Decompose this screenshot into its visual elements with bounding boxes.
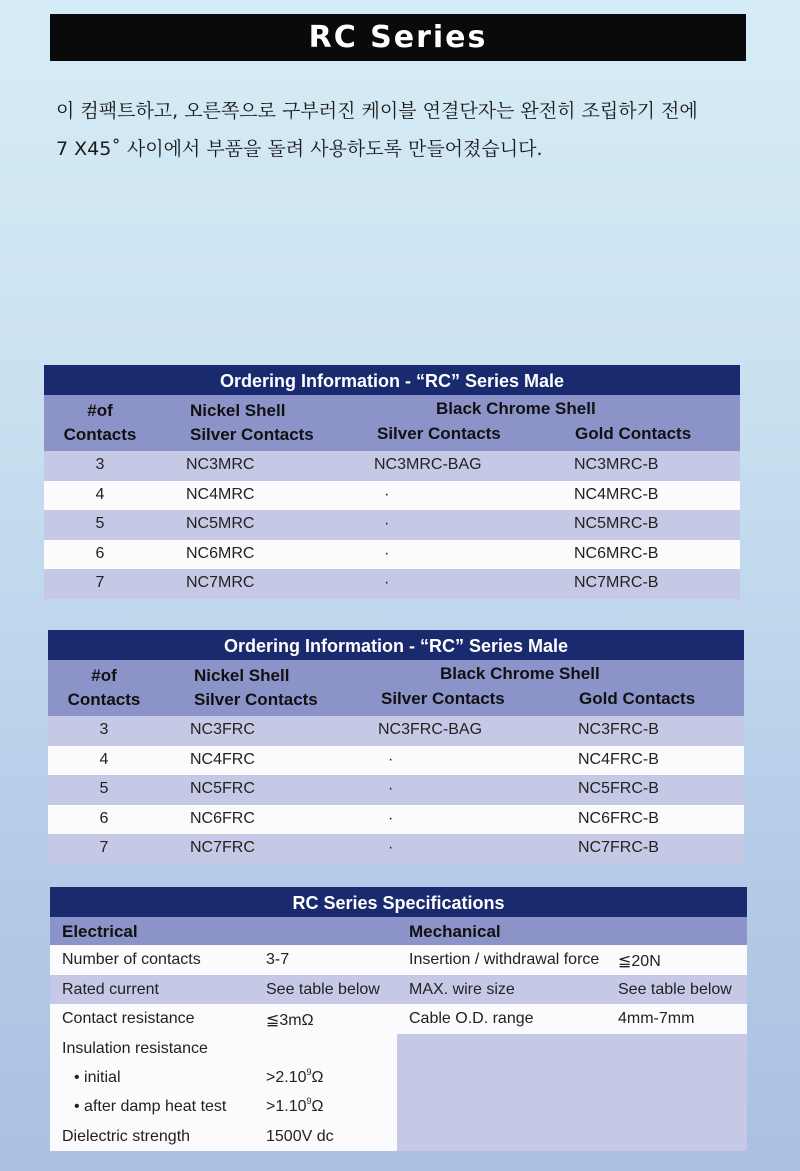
contact-resistance-value: ≦3mΩ bbox=[254, 1004, 397, 1034]
cell-gold: NC3MRC-B bbox=[574, 456, 659, 473]
insulation-label: Insulation resistance bbox=[62, 1039, 208, 1057]
ordering-table-male-1 bbox=[44, 365, 740, 599]
cell-contacts: 7 bbox=[95, 574, 105, 591]
cell-nickel: NC5MRC bbox=[186, 515, 255, 532]
damp-value-exp: 9 bbox=[306, 1095, 312, 1106]
cell-gold: NC4FRC-B bbox=[578, 750, 659, 768]
rated-current-label: Rated current bbox=[50, 975, 254, 1005]
cell-gold: NC5MRC-B bbox=[574, 515, 659, 532]
cell-silver: · bbox=[388, 750, 394, 768]
cell-gold: NC6MRC-B bbox=[574, 544, 659, 562]
spec-section-header bbox=[50, 917, 747, 945]
cell-silver: · bbox=[384, 544, 390, 562]
col-nickel-line1: Nickel Shell bbox=[194, 666, 290, 685]
dielectric-value: 1500V dc bbox=[254, 1122, 397, 1152]
insertion-value: ≦20N bbox=[612, 945, 747, 975]
table-header bbox=[44, 395, 740, 451]
cell-nickel: NC7MRC bbox=[186, 574, 255, 591]
ordering-table-male-2 bbox=[48, 630, 744, 864]
damp-label: • after damp heat test bbox=[74, 1097, 227, 1115]
cell-contacts: 5 bbox=[95, 515, 105, 532]
cell-nickel: NC3FRC bbox=[190, 721, 255, 738]
col-black-gold: Gold Contacts bbox=[579, 689, 696, 708]
mechanical-heading: Mechanical bbox=[409, 922, 501, 941]
table-row bbox=[48, 746, 744, 776]
table-row bbox=[44, 510, 740, 540]
col-nickel-line2: Silver Contacts bbox=[190, 425, 314, 444]
cell-silver: · bbox=[384, 574, 390, 591]
table-row bbox=[48, 805, 744, 835]
spec-title: RC Series Specifications bbox=[50, 887, 747, 917]
table-row bbox=[44, 481, 740, 511]
cell-nickel: NC3MRC bbox=[186, 456, 255, 473]
spec-grid bbox=[50, 945, 747, 1151]
wire-size-value: See table below bbox=[612, 975, 747, 1005]
cell-contacts: 3 bbox=[95, 456, 105, 473]
wire-size-label: MAX. wire size bbox=[397, 975, 612, 1005]
col-contacts-line2: Contacts bbox=[63, 425, 137, 444]
intro-text bbox=[56, 92, 756, 168]
table-row bbox=[48, 716, 744, 746]
contact-resistance-label: Contact resistance bbox=[50, 1004, 254, 1034]
damp-value-base: >1.10 bbox=[266, 1097, 307, 1115]
dielectric-label: Dielectric strength bbox=[50, 1122, 254, 1152]
initial-value-base: >2.10 bbox=[266, 1068, 307, 1086]
cell-nickel: NC4FRC bbox=[190, 750, 255, 768]
rated-current-value: See table below bbox=[254, 975, 397, 1005]
col-black-chrome: Black Chrome Shell bbox=[440, 664, 600, 683]
table-row bbox=[44, 569, 740, 599]
cell-silver: · bbox=[384, 485, 390, 503]
insertion-label: Insertion / withdrawal force bbox=[397, 945, 612, 975]
col-nickel-line2: Silver Contacts bbox=[194, 690, 318, 709]
cell-nickel: NC5FRC bbox=[190, 780, 255, 797]
cell-contacts: 4 bbox=[99, 750, 109, 768]
initial-value-unit: Ω bbox=[311, 1068, 324, 1086]
col-contacts-line2: Contacts bbox=[67, 690, 141, 709]
cell-silver: · bbox=[388, 839, 394, 856]
col-nickel-line1: Nickel Shell bbox=[190, 401, 286, 420]
col-contacts-line1: #of bbox=[91, 666, 117, 685]
mechanical-empty-cell bbox=[397, 1034, 747, 1122]
initial-value-exp: 9 bbox=[306, 1066, 312, 1077]
cell-contacts: 6 bbox=[95, 544, 105, 562]
mechanical-empty-cell-2 bbox=[397, 1122, 747, 1152]
cell-contacts: 4 bbox=[95, 485, 105, 503]
col-black-silver: Silver Contacts bbox=[377, 424, 501, 443]
cell-silver: NC3MRC-BAG bbox=[374, 456, 482, 473]
electrical-heading: Electrical bbox=[62, 922, 138, 941]
cell-contacts: 3 bbox=[99, 721, 109, 738]
cell-nickel: NC4MRC bbox=[186, 485, 255, 503]
num-contacts-value: 3-7 bbox=[254, 945, 397, 975]
col-black-chrome: Black Chrome Shell bbox=[436, 399, 596, 418]
cell-contacts: 6 bbox=[99, 809, 109, 827]
intro-line-1: 이 컴팩트하고, 오른쪽으로 구부러진 케이블 연결단자는 완전히 조립하기 전에 bbox=[56, 100, 698, 122]
table-header bbox=[48, 660, 744, 716]
num-contacts-label: Number of contacts bbox=[50, 945, 254, 975]
cell-nickel: NC6MRC bbox=[186, 544, 255, 562]
page-title: RC Series bbox=[50, 14, 746, 61]
cell-contacts: 5 bbox=[99, 780, 109, 797]
cell-contacts: 7 bbox=[99, 839, 109, 856]
cell-gold: NC3FRC-B bbox=[578, 721, 659, 738]
table-title: Ordering Information - “RC” Series Male bbox=[44, 365, 740, 395]
cell-gold: NC6FRC-B bbox=[578, 809, 659, 827]
specifications-table bbox=[50, 887, 747, 1151]
damp-value-unit: Ω bbox=[311, 1097, 324, 1115]
cell-nickel: NC6FRC bbox=[190, 809, 255, 827]
table-row bbox=[44, 451, 740, 481]
initial-value bbox=[266, 1066, 389, 1098]
cable-od-label: Cable O.D. range bbox=[397, 1004, 612, 1034]
cell-gold: NC4MRC-B bbox=[574, 485, 659, 503]
cell-silver: NC3FRC-BAG bbox=[378, 721, 483, 738]
col-black-silver: Silver Contacts bbox=[381, 689, 505, 708]
table-title: Ordering Information - “RC” Series Male bbox=[48, 630, 744, 660]
col-black-gold: Gold Contacts bbox=[575, 424, 692, 443]
insulation-block-labels bbox=[50, 1034, 254, 1122]
col-contacts-line1: #of bbox=[87, 401, 113, 420]
cable-od-value: 4mm-7mm bbox=[612, 1004, 747, 1034]
cell-silver: · bbox=[384, 515, 390, 532]
cell-gold: NC5FRC-B bbox=[578, 780, 659, 797]
insulation-block-values bbox=[254, 1034, 397, 1122]
table-row bbox=[48, 775, 744, 805]
cell-gold: NC7MRC-B bbox=[574, 574, 659, 591]
cell-silver: · bbox=[388, 780, 394, 797]
cell-silver: · bbox=[388, 809, 394, 827]
table-row bbox=[44, 540, 740, 570]
cell-gold: NC7FRC-B bbox=[578, 839, 659, 856]
table-row bbox=[48, 834, 744, 864]
intro-line-2: 7 X45˚ 사이에서 부품을 돌려 사용하도록 만들어졌습니다. bbox=[56, 138, 543, 160]
cell-nickel: NC7FRC bbox=[190, 839, 255, 856]
initial-label: • initial bbox=[74, 1068, 121, 1086]
